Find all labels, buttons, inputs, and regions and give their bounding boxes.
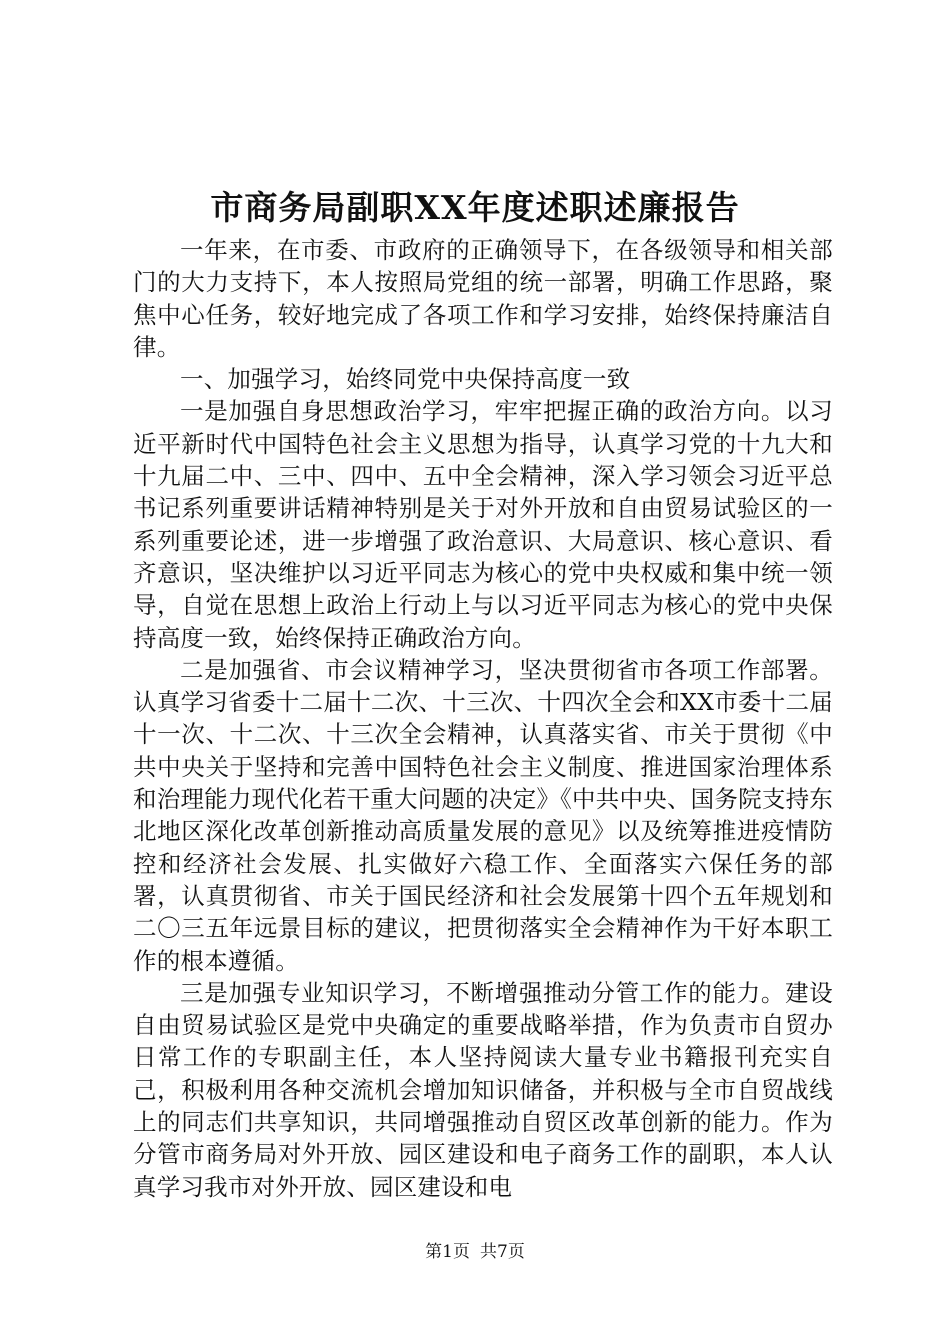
page-footer bbox=[0, 1240, 950, 1264]
body-paragraph: 三是加强专业知识学习，不断增强推动分管工作的能力。建设自由贸易试验区是党中央确定的重要战略举措，作为负责市自贸办日常工作的专职副主任，本人坚持阅读大量专业书籍报刊充实自己，积极利用各种交流机会增加知识储备，并积极与全市自贸战线上的同志们共享知识，共同增强推动自贸区改革创新的能力。作为分管市商务局对外开放、园区建设和电子商务工作的副职，本人认真学习我市对外开放、园区建设和电 bbox=[133, 978, 833, 1201]
page-number: 第1页 bbox=[425, 1242, 470, 1262]
intro-paragraph: 一年来，在市委、市政府的正确领导下，在各级领导和相关部门的大力支持下，本人按照局党组的统一部署，明确工作思路，聚焦中心任务，较好地完成了各项工作和学习安排，始终保持廉洁自律。 bbox=[133, 236, 833, 361]
document-body bbox=[133, 234, 833, 1203]
document-title: 市商务局副职XX年度述职述廉报告 bbox=[210, 188, 740, 227]
body-paragraph: 一是加强自身思想政治学习，牢牢把握正确的政治方向。以习近平新时代中国特色社会主义思想为指导，认真学习党的十九大和十九届二中、三中、四中、五中全会精神，深入学习领会习近平总书记系列重要讲话精神特别是关于对外开放和自由贸易试验区的一系列重要论述，进一步增强了政治意识、大局意识、核心意识、看齐意识，坚决维护以习近平同志为核心的党中央权威和集中统一领导，自觉在思想上政治上行动上与以习近平同志为核心的党中央保持高度一致，始终保持正确政治方向。 bbox=[133, 397, 833, 652]
page-total: 共7页 bbox=[480, 1242, 525, 1262]
body-paragraph: 二是加强省、市会议精神学习，坚决贯彻省市各项工作部署。认真学习省委十二届十二次、十三次、十四次全会和XX市委十二届十一次、十二次、十三次全会精神，认真落实省、市关于贯彻《中共中央关于坚持和完善中国特色社会主义制度、推进国家治理体系和治理能力现代化若干重大问题的决定》《中共中央、国务院支持东北地区深化改革创新推动高质量发展的意见》以及统筹推进疫情防控和经济社会发展、扎实做好六稳工作、全面落实六保任务的部署，认真贯彻省、市关于国民经济和社会发展第十四个五年规划和二〇三五年远景目标的建议，把贯彻落实全会精神作为干好本职工作的根本遵循。 bbox=[133, 655, 833, 975]
section-heading: 一、加强学习，始终同党中央保持高度一致 bbox=[180, 365, 631, 394]
